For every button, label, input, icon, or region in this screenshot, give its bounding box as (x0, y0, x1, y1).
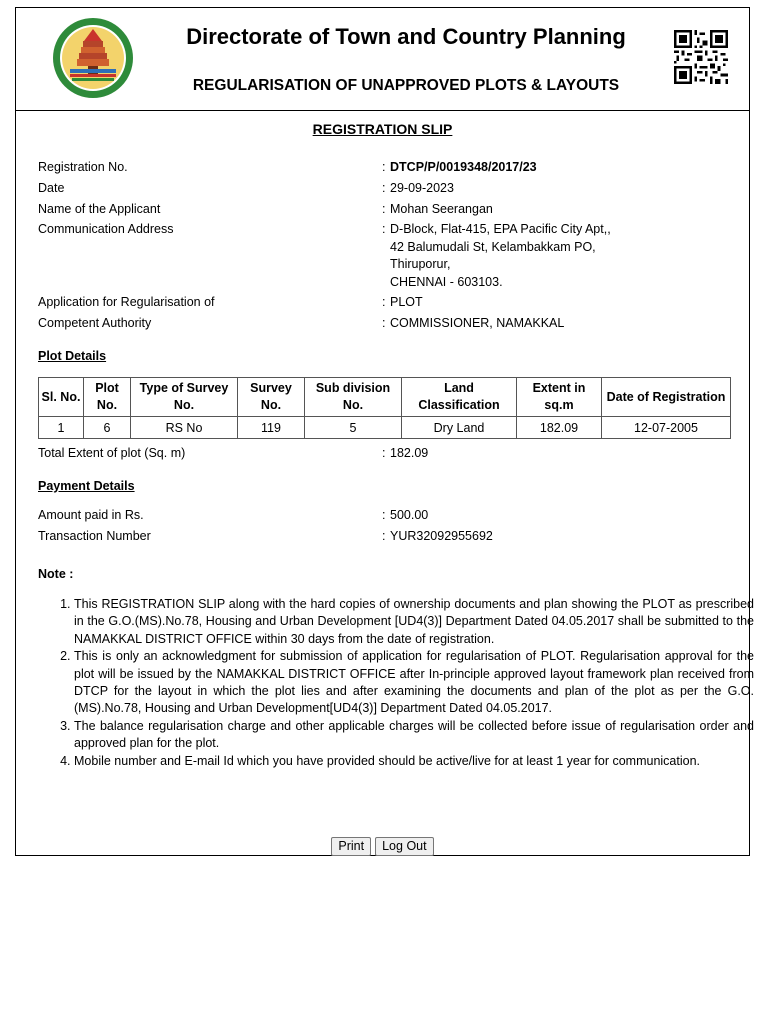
qr-code-icon (674, 30, 728, 84)
table-cell: 1 (39, 417, 84, 439)
plot-details-heading: Plot Details (38, 349, 107, 363)
column-header: Plot No. (84, 378, 131, 417)
column-header: Date of Registration (602, 378, 731, 417)
table-cell: 182.09 (517, 417, 602, 439)
payment-details-heading: Payment Details (38, 479, 135, 493)
field-label: Amount paid in Rs. (38, 508, 144, 522)
column-header: Type of Survey No. (131, 378, 238, 417)
action-buttons (16, 837, 749, 856)
column-header: Sub division No. (305, 378, 402, 417)
note-item: 3. The balance regularisation charge and other applicable charges will be collected before issue of regularisation order and approved plan for the plot. (74, 718, 754, 753)
table-cell: 6 (84, 417, 131, 439)
registration-date: 29-09-2023 (390, 181, 454, 195)
note-item: 4. Mobile number and E-mail Id which you have provided should be active/live for at least 1 year for communication. (74, 753, 754, 770)
amount-paid: 500.00 (390, 508, 429, 522)
competent-authority: COMMISSIONER, NAMAKKAL (390, 316, 565, 330)
field-label: Transaction Number (38, 529, 151, 543)
notes-list (38, 596, 754, 770)
total-extent: 182.09 (390, 446, 429, 460)
address-line: D-Block, Flat-415, EPA Pacific City Apt,, (390, 222, 611, 236)
table-cell: 119 (238, 417, 305, 439)
table-row (39, 417, 731, 439)
field-label: Application for Regularisation of (38, 295, 215, 309)
table-cell: RS No (131, 417, 238, 439)
plot-details-table (38, 377, 731, 439)
page-title: Directorate of Town and Country Planning (186, 24, 626, 49)
transaction-number: YUR32092955692 (390, 529, 493, 543)
table-cell: 12-07-2005 (602, 417, 731, 439)
tamil-nadu-emblem-icon (52, 17, 134, 99)
column-header: Extent in sq.m (517, 378, 602, 417)
table-cell: 5 (305, 417, 402, 439)
registration-slip-frame: Directorate of Town and Country Planning REGULARISATION OF UNAPPROVED PLOTS & LAYOUTS REGISTRATION SLIP Registration No. : DTCP/P/0019348/2017/23 Date : 29-09-2023 Name of the Applicant : Mohan Seerangan Communication Address : D-Block, Flat-415, EPA Pacific City Apt,, 42 Balumudali St, Kelambakkam PO, Thiruporur, CHENNAI - 603103. Application for Regularisation of : PLOT Competent Authority : COMMISSIONER, NAMAKKAL Plot Details Sl. No. Plot No. Type of Survey No. Survey No. Sub division No. Land Classification Extent in sq.m Date of Registration 1 6 RS No 119 5 Dry Land 182.09 12-07-2005 Total Extent of plot (Sq. m) : 182.09 Payment Details Amount paid in Rs. : 500.00 Transaction Number : YUR32092955692 Note : 1. This REGISTRATION SLIP along with the hard copies of ownership documents and plan showing the PLOT as prescribed in the G.O.(MS).No.78, Housing and Urban Development [UD4(3)] Department Dated 04.05.2017 shall be submitted to the NAMAKKAL DISTRICT OFFICE within 30 days from the date of registration. 2. This is only an acknowledgment for submission of application for regularisation of PLOT. Regularisation approval for the plot will be issued by the NAMAKKAL DISTRICT OFFICE after In-principle approved layout framework plan received from DTCP for the layout in which the plot lies and after examining the documents and plan of the plot as per the G.O.(MS).No.78, Housing and Urban Development[UD4(3)] Department Dated 04.05.2017. 3. The balance regularisation charge and other applicable charges will be collected before issue of regularisation order and approved plan for the plot. 4. Mobile number and E-mail Id which you have provided should be active/live for at least 1 year for communication. Print Log Out (15, 7, 750, 856)
registration-number: DTCP/P/0019348/2017/23 (390, 160, 537, 174)
slip-title: REGISTRATION SLIP (312, 121, 453, 137)
page-subtitle: REGULARISATION OF UNAPPROVED PLOTS & LAYOUTS (192, 77, 620, 94)
field-label: Communication Address (38, 222, 174, 236)
table-cell: Dry Land (402, 417, 517, 439)
address-line: 42 Balumudali St, Kelambakkam PO, (390, 239, 596, 254)
applicant-name: Mohan Seerangan (390, 202, 493, 216)
table-header-row (39, 378, 731, 417)
note-item: 1. This REGISTRATION SLIP along with the hard copies of ownership documents and plan showing the PLOT as prescribed in the G.O.(MS).No.78, Housing and Urban Development [UD4(3)] Department Dated 04.05.2017 shall be submitted to the NAMAKKAL DISTRICT OFFICE within 30 days from the date of registration. (74, 596, 754, 648)
column-header: Survey No. (238, 378, 305, 417)
logout-button[interactable]: Log Out (375, 837, 433, 856)
field-label: Competent Authority (38, 316, 152, 330)
address-line: Thiruporur, (390, 257, 451, 271)
field-label: Name of the Applicant (38, 202, 161, 216)
column-header: Sl. No. (39, 378, 84, 417)
note-heading: Note : (38, 567, 74, 581)
column-header: Land Classification (402, 378, 517, 417)
page-header (16, 8, 749, 111)
field-label: Date (38, 181, 65, 195)
print-button[interactable]: Print (331, 837, 371, 856)
field-label: Registration No. (38, 160, 128, 174)
field-label: Total Extent of plot (Sq. m) (38, 446, 186, 460)
application-type: PLOT (390, 295, 423, 309)
note-item: 2. This is only an acknowledgment for submission of application for regularisation of PLOT. Regularisation approval for the plot will be issued by the NAMAKKAL DISTRICT OFFICE after In-principle approved layout framework plan received from DTCP for the layout in which the plot lies and after examining the documents and plan of the plot as per the G.O.(MS).No.78, Housing and Urban Development[UD4(3)] Department Dated 04.05.2017. (74, 648, 754, 718)
address-line: CHENNAI - 603103. (390, 274, 503, 289)
